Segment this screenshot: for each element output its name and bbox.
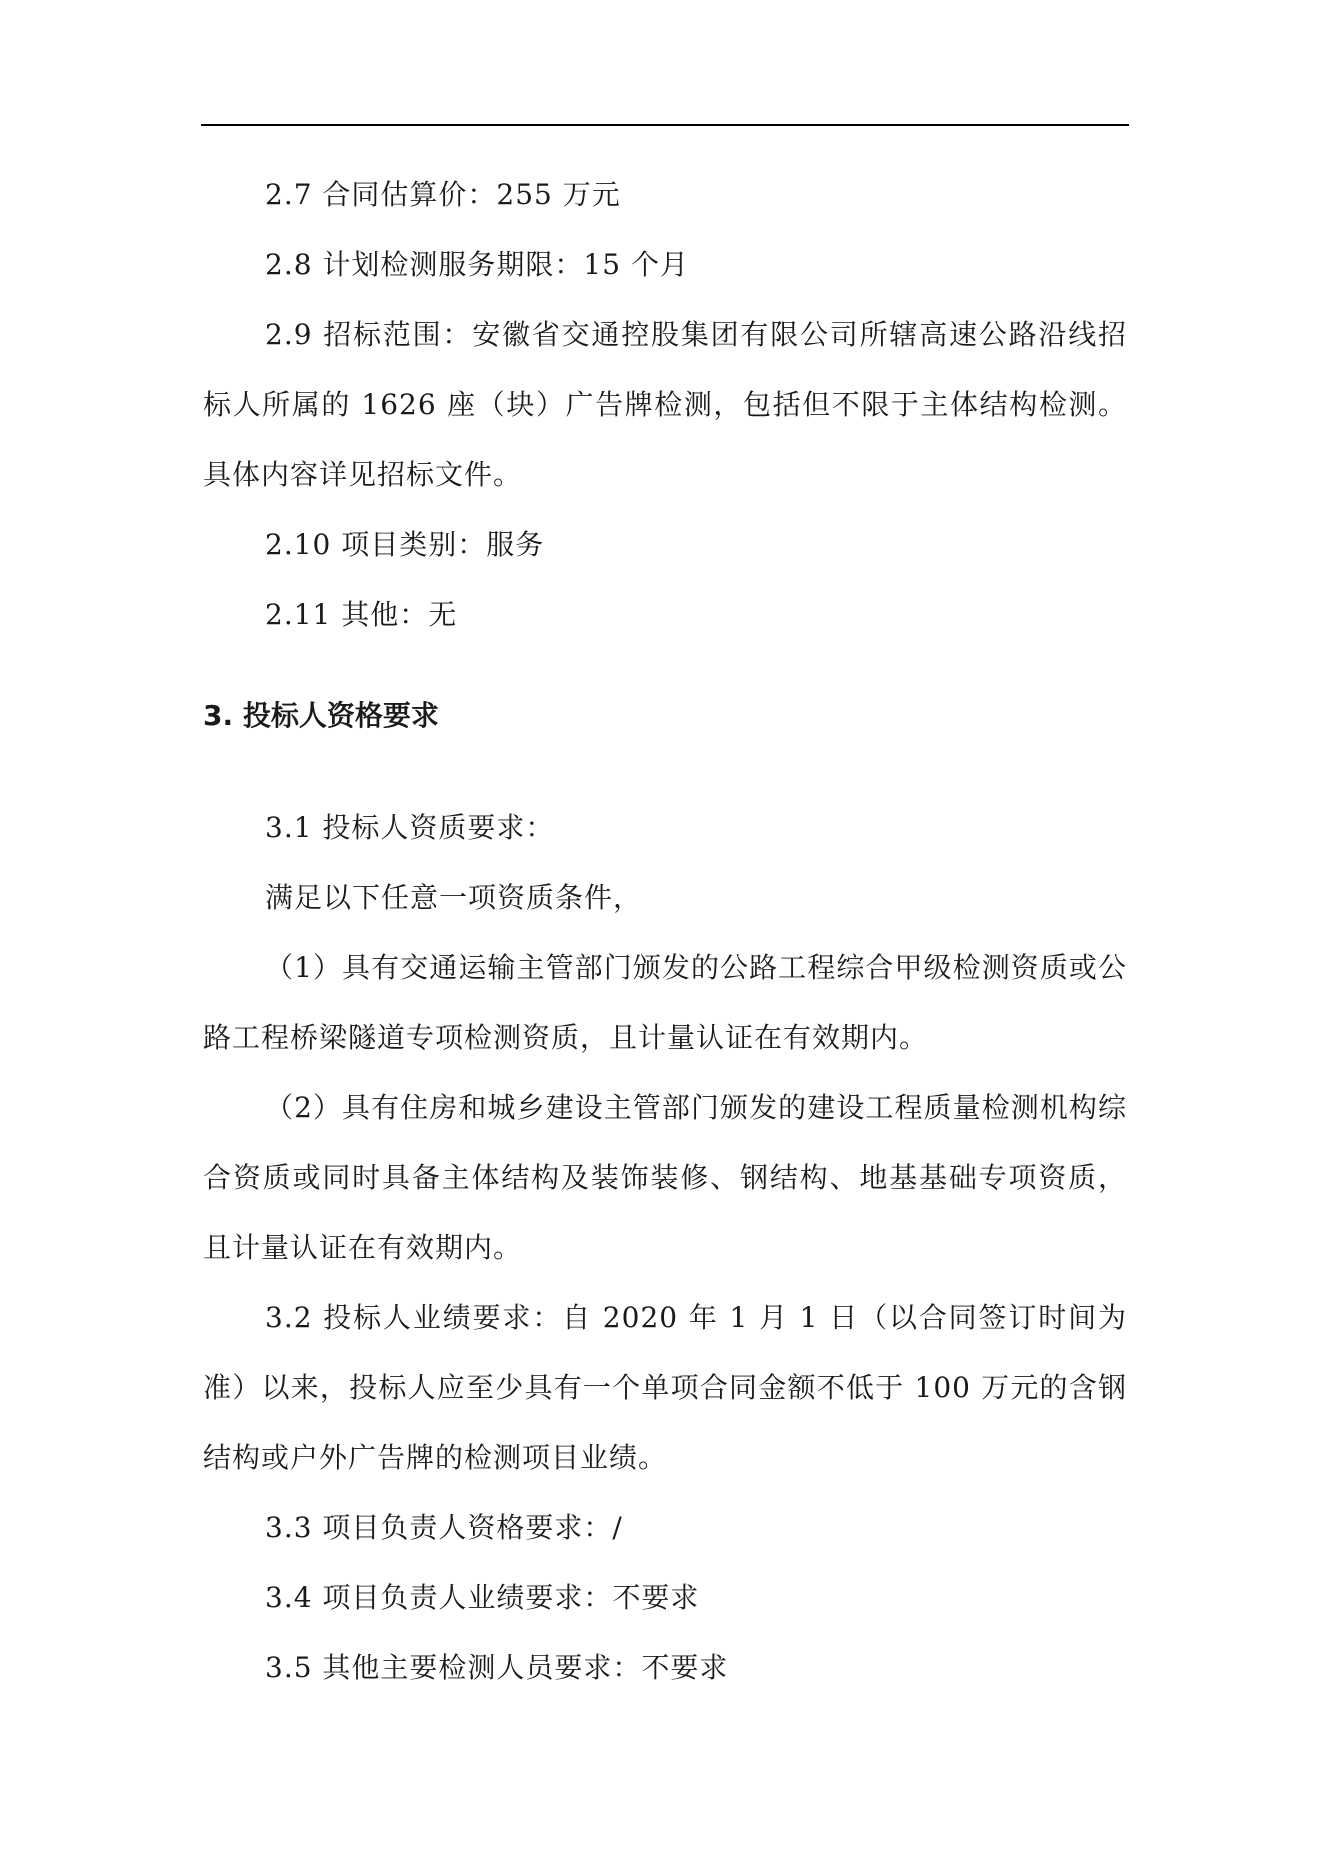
qualification-intro: 满足以下任意一项资质条件， [265, 881, 643, 914]
condition-2: （2）具有住房和城乡建设主管部门颁发的建设工程质量检测机构综合资质或同时具备主体结构及装饰装修、钢结构、地基基础专项资质，且计量认证在有效期内。 [203, 1091, 1127, 1264]
item-2-11: 2.11 其他：无 [265, 598, 458, 631]
item-2-9: 2.9 招标范围：安徽省交通控股集团有限公司所辖高速公路沿线招标人所属的 1626 座（块）广告牌检测，包括但不限于主体结构检测。具体内容详见招标文件。 [203, 318, 1127, 491]
item-3-5: 3.5 其他主要检测人员要求：不要求 [265, 1651, 729, 1684]
item-2-10: 2.10 项目类别：服务 [265, 528, 545, 561]
item-3-2: 3.2 投标人业绩要求：自 2020 年 1 月 1 日（以合同签订时间为准）以来，投标人应至少具有一个单项合同金额不低于 100 万元的含钢结构或户外广告牌的检测项目业绩。 [203, 1301, 1127, 1474]
item-2-8: 2.8 计划检测服务期限：15 个月 [265, 248, 689, 281]
header-rule [201, 124, 1129, 126]
item-2-7: 2.7 合同估算价：255 万元 [265, 178, 621, 211]
item-3-4: 3.4 项目负责人业绩要求：不要求 [265, 1581, 700, 1614]
section-heading: 3. 投标人资格要求 [203, 699, 439, 732]
item-3-1: 3.1 投标人资质要求： [265, 811, 555, 844]
item-3-3: 3.3 项目负责人资格要求：/ [265, 1511, 623, 1544]
condition-1: （1）具有交通运输主管部门颁发的公路工程综合甲级检测资质或公路工程桥梁隧道专项检测资质，且计量认证在有效期内。 [203, 951, 1127, 1054]
